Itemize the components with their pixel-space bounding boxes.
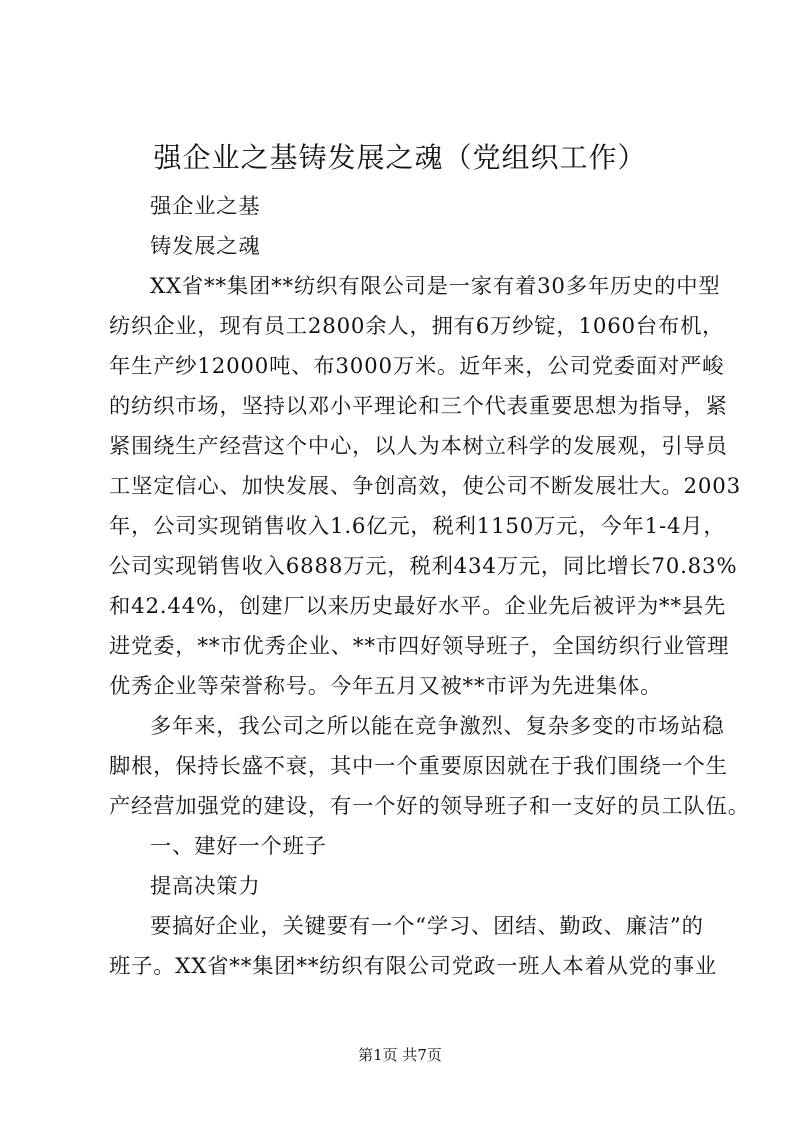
paragraph-line: 要搞好企业，关键要有一个“学习、团结、勤政、廉洁”的	[150, 914, 704, 939]
section-heading: 一、建好一个班子	[150, 834, 327, 859]
document-title: 强企业之基铸发展之魂（党组织工作）	[153, 141, 647, 174]
paragraph-line: 产经营加强党的建设，有一个好的领导班子和一支好的员工队伍。	[109, 794, 750, 819]
paragraph-line: 进党委，**市优秀企业、**市四好领导班子，全国纺织行业管理	[109, 634, 730, 659]
subsection-heading: 提高决策力	[150, 874, 261, 899]
paragraph-line: XX省**集团**纺织有限公司是一家有着30多年历史的中型	[150, 274, 721, 299]
paragraph-line: 脚根，保持长盛不衰，其中一个重要原因就在于我们围绕一个生	[109, 754, 728, 779]
paragraph-line: 工坚定信心、加快发展、争创高效，使公司不断发展壮大。2003	[109, 474, 741, 499]
paragraph-line: 班子。XX省**集团**纺织有限公司党政一班人本着从党的事业	[109, 954, 718, 979]
paragraph-line: 的纺织市场，坚持以邓小平理论和三个代表重要思想为指导，紧	[109, 394, 728, 419]
paragraph-line: 纺织企业，现有员工2800余人，拥有6万纱锭，1060台布机，	[109, 314, 725, 339]
paragraph-line: 公司实现销售收入6888万元，税利434万元，同比增长70.83%	[109, 554, 738, 579]
paragraph-line: 优秀企业等荣誉称号。今年五月又被**市评为先进集体。	[109, 674, 663, 699]
paragraph-line: 年，公司实现销售收入1.6亿元，税利1150万元，今年1-4月，	[109, 514, 726, 539]
subtitle-line-2: 铸发展之魂	[150, 234, 261, 259]
subtitle-line-1: 强企业之基	[150, 194, 261, 219]
paragraph-line: 和42.44%，创建厂以来历史最好水平。企业先后被评为**县先	[109, 594, 727, 619]
paragraph-line: 紧围绕生产经营这个中心，以人为本树立科学的发展观，引导员	[109, 434, 728, 459]
paragraph-line: 多年来，我公司之所以能在竞争激烈、复杂多变的市场站稳	[150, 714, 725, 739]
paragraph-line: 年生产纱12000吨、布3000万米。近年来，公司党委面对严峻	[109, 354, 725, 379]
page-number-footer: 第1页 共7页	[358, 1046, 442, 1064]
